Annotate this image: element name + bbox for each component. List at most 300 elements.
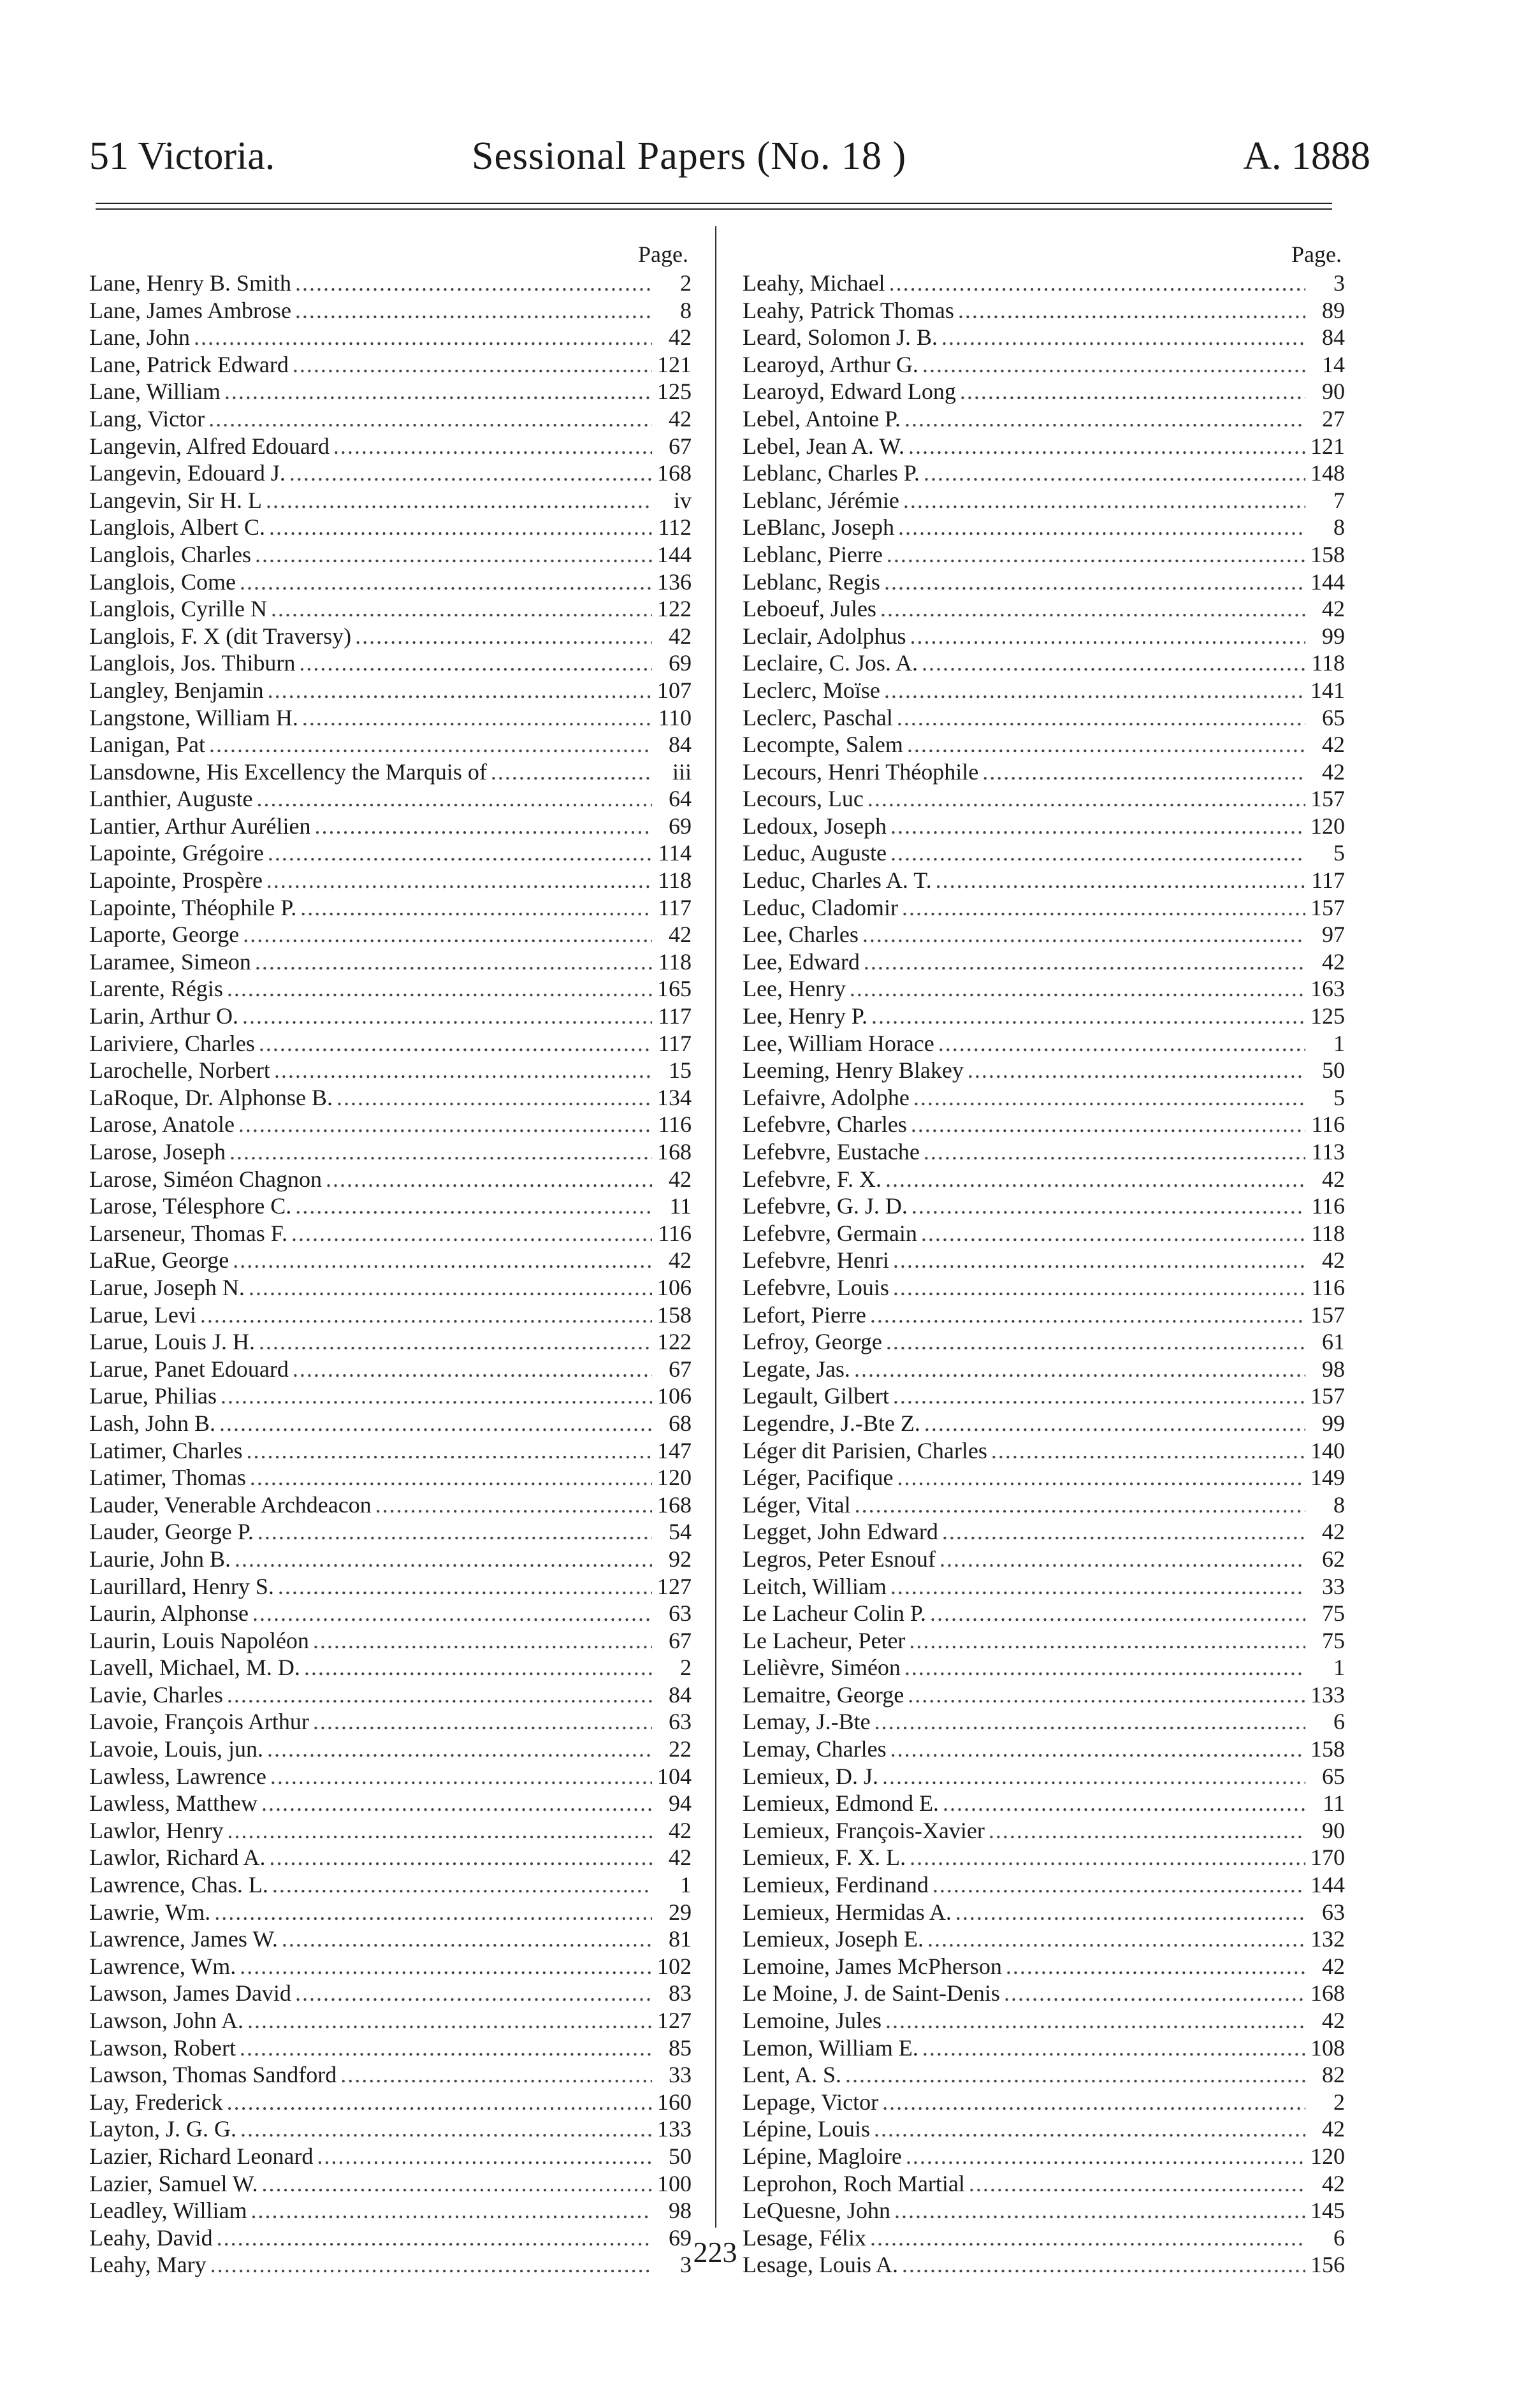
index-entry [743,785,1345,813]
entry-name: Laurillard, Henry S. [89,1573,274,1599]
index-entry [743,1546,1345,1573]
entry-name: Leahy, Michael [743,270,885,296]
index-entry [743,1464,1345,1491]
entry-page: 82 [1322,2062,1345,2088]
entry-page: 6 [1333,2224,1345,2251]
dot-leader [911,1193,1305,1220]
entry-name: Leduc, Cladomir [743,894,898,920]
dot-leader [882,1763,1305,1790]
entry-page: 54 [669,1519,692,1545]
index-entry [743,1410,1345,1437]
entry-name: Léger dit Parisien, Charles [743,1437,987,1463]
dot-leader [250,2197,652,2224]
entry-name: Lépine, Magloire [743,2143,902,2169]
index-entry [89,921,692,948]
dot-leader [259,1328,652,1356]
entry-name: Lemieux, Hermidas A. [743,1899,952,1925]
dot-leader [1004,1980,1305,2007]
entry-page: 136 [657,569,692,595]
index-entry [743,1057,1345,1084]
entry-page: 42 [1322,2170,1345,2196]
entry-page: 106 [657,1274,692,1300]
dot-leader [250,1464,652,1491]
entry-page: 5 [1333,1084,1345,1110]
index-entry [89,1437,692,1465]
dot-leader [313,1627,652,1655]
header-year: A. 1888 [1243,134,1370,178]
entry-name: Lefaivre, Adolphe [743,1084,910,1110]
index-entry [743,351,1345,379]
dot-leader [291,1220,652,1247]
entry-name: Lawrence, James W. [89,1926,278,1952]
dot-leader [295,1980,652,2007]
entry-name: Larose, Télesphore C. [89,1193,292,1219]
entry-name: Lauder, Venerable Archdeacon [89,1491,372,1518]
index-entry [89,1627,692,1655]
index-entry [743,595,1345,623]
entry-name: Langlois, Cyrille N [89,596,267,622]
index-entry [89,704,692,732]
dot-leader [266,487,652,514]
entry-name: Lawson, John A. [89,2008,243,2033]
entry-name: Larente, Régis [89,976,223,1002]
index-entry [89,487,692,514]
entry-page: 118 [658,948,692,975]
entry-page: 116 [658,1112,692,1138]
entry-name: Lent, A. S. [743,2062,842,2088]
dot-leader [924,460,1305,487]
dot-leader [238,1111,652,1138]
entry-page: 67 [669,433,692,459]
entry-page: 69 [669,650,692,676]
dot-leader [867,785,1305,813]
dot-leader [921,1220,1305,1247]
entry-name: Lesage, Louis A. [743,2252,898,2278]
dot-leader [855,1491,1305,1519]
index-entry [89,1980,692,2007]
index-entry [89,1003,692,1030]
entry-name: Legget, John Edward [743,1519,938,1545]
entry-name: Langlois, Come [89,569,236,595]
entry-name: Lee, Edward [743,948,860,975]
index-entry [743,1871,1345,1899]
dot-leader [314,813,652,840]
entry-name: Lawrie, Wm. [89,1899,211,1925]
dot-leader [893,1247,1305,1274]
entry-page: 132 [1310,1926,1345,1952]
dot-leader [884,569,1305,596]
entry-page: 134 [657,1084,692,1110]
entry-page: 160 [657,2089,692,2115]
entry-name: Leblanc, Charles P. [743,460,920,486]
entry-name: Lee, Henry [743,976,846,1002]
dot-leader [968,1057,1305,1084]
dot-leader [989,1817,1305,1845]
entry-page: 141 [1310,677,1345,703]
index-entry [89,270,692,297]
dot-leader [893,1382,1305,1410]
entry-page: 1 [1333,1030,1345,1056]
index-entry [89,460,692,487]
entry-name: Lemieux, F. X. L. [743,1845,906,1871]
entry-name: Lazier, Samuel W. [89,2170,258,2196]
index-entry [89,649,692,677]
entry-page: 94 [669,1790,692,1817]
dot-leader [257,785,653,813]
dot-leader [910,623,1306,650]
entry-name: Leitch, William [743,1573,887,1599]
entry-name: Lavoie, Louis, jun. [89,1736,263,1762]
dot-leader [268,677,652,704]
entry-page: 168 [1310,1980,1345,2006]
entry-page: 8 [680,297,692,323]
entry-name: Lemay, J.-Bte [743,1709,871,1735]
index-entry [743,1491,1345,1519]
dot-leader [278,1573,652,1600]
dot-leader [252,1600,652,1627]
entry-page: 110 [658,704,692,730]
entry-page: 158 [1310,541,1345,567]
dot-leader [255,541,652,569]
index-entry [743,324,1345,351]
dot-leader [850,975,1305,1003]
index-entry [89,1382,692,1410]
index-entry [89,2224,692,2252]
dot-leader [958,297,1305,324]
index-entry [89,324,692,351]
entry-list-left [89,270,692,2279]
entry-page: 98 [1322,1356,1345,1382]
index-entry [743,894,1345,922]
entry-page: 165 [657,976,692,1002]
dot-leader [890,1573,1305,1600]
entry-name: Lawless, Lawrence [89,1763,266,1789]
index-entry [743,1084,1345,1112]
entry-name: Lecours, Henri Théophile [743,758,979,785]
index-entry [89,514,692,541]
dot-leader [938,1030,1305,1057]
dot-leader [864,948,1305,976]
page-column-label: Page. [1291,242,1342,267]
entry-page: 121 [657,351,692,377]
dot-leader [293,351,652,379]
entry-name: Leclerc, Moïse [743,677,880,703]
dot-leader [922,351,1305,379]
entry-name: Learoyd, Arthur G. [743,351,918,377]
dot-leader [890,813,1305,840]
entry-name: LeQuesne, John [743,2198,890,2224]
entry-page: 127 [657,1573,692,1599]
dot-leader [299,649,652,677]
index-entry [743,1736,1345,1763]
index-entry [743,1763,1345,1790]
index-entry [743,677,1345,704]
entry-page: 133 [1310,1681,1345,1708]
entry-name: Leprohon, Roch Martial [743,2170,965,2196]
dot-leader [897,1464,1305,1491]
entry-name: Lefebvre, Louis [743,1274,889,1300]
dot-leader [295,270,652,297]
header-rule-top [96,203,1332,204]
index-entry [89,1193,692,1220]
index-entry [89,569,692,596]
dot-leader [924,1410,1305,1437]
entry-page: 27 [1322,405,1345,432]
dot-leader [304,1654,652,1681]
index-entry [89,1708,692,1736]
dot-leader [255,948,652,976]
entry-page: 42 [1322,2008,1345,2033]
index-entry [743,1382,1345,1410]
entry-page: 15 [669,1057,692,1084]
index-entry [89,1274,692,1302]
index-entry [89,2034,692,2062]
dot-leader [227,1681,652,1709]
entry-page: 107 [657,677,692,703]
entry-page: 120 [1310,813,1345,839]
index-entry [89,1681,692,1709]
entry-page: 97 [1322,922,1345,948]
index-entry [743,1627,1345,1655]
index-entry [89,2115,692,2143]
index-entry [743,378,1345,405]
dot-leader [880,595,1305,623]
entry-name: Lemaitre, George [743,1681,904,1708]
index-entry [89,2143,692,2170]
index-entry [89,1328,692,1356]
dot-leader [282,1926,652,1953]
index-entry [743,1654,1345,1681]
index-entry [89,813,692,840]
index-entry [743,2034,1345,2062]
entry-page: 84 [669,1681,692,1708]
entry-page: 65 [1322,704,1345,730]
index-entry [743,1437,1345,1465]
entry-name: Leadley, William [89,2198,247,2224]
entry-page: 3 [1333,270,1345,296]
dot-leader [887,541,1305,569]
dot-leader [854,1356,1305,1383]
index-entry [89,1871,692,1899]
dot-leader [882,2089,1305,2116]
page-column-label: Page. [638,242,688,267]
dot-leader [261,1790,652,1817]
index-entry [743,1003,1345,1030]
entry-page: 90 [1322,1817,1345,1843]
dot-leader [317,2143,652,2170]
index-entry [89,2197,692,2224]
entry-name: Lebel, Jean A. W. [743,433,904,459]
dot-leader [219,1410,652,1437]
entry-page: 33 [1322,1573,1345,1599]
index-entry [89,1573,692,1600]
entry-name: Laurin, Alphonse [89,1600,249,1627]
entry-page: 168 [657,460,692,486]
entry-page: 158 [1310,1736,1345,1762]
dot-leader [227,1817,652,1845]
entry-name: Lane, Henry B. Smith [89,270,291,296]
index-entry [743,2251,1345,2279]
index-entry [89,351,692,379]
entry-name: Lanthier, Auguste [89,786,253,812]
index-entry [743,2197,1345,2224]
entry-page: 157 [1310,1383,1345,1409]
entry-name: Lemieux, D. J. [743,1763,878,1789]
entry-name: Lee, Charles [743,922,859,948]
entry-page: 67 [669,1356,692,1382]
entry-name: Lauder, George P. [89,1519,254,1545]
header-session: 51 Victoria. [89,134,275,178]
entry-name: Latimer, Thomas [89,1465,246,1491]
entry-name: Larue, Panet Edouard [89,1356,289,1382]
index-column-right [743,239,1345,2279]
entry-name: Lemoine, Jules [743,2008,882,2033]
entry-page: 69 [669,2224,692,2251]
dot-leader [898,514,1305,541]
entry-name: Lemon, William E. [743,2034,918,2061]
entry-page: 8 [1333,514,1345,540]
index-entry [89,1138,692,1166]
dot-leader [270,1763,652,1790]
index-entry [743,487,1345,514]
entry-name: Lane, Patrick Edward [89,351,289,377]
dot-leader [214,1899,652,1926]
entry-name: Langevin, Sir H. L [89,487,262,513]
entry-page: 42 [1322,2116,1345,2142]
entry-name: Lépine, Louis [743,2116,870,2142]
entry-name: Lemoine, James McPherson [743,1953,1002,1979]
index-entry [743,975,1345,1003]
entry-name: Lefebvre, Germain [743,1220,917,1246]
entry-page: 145 [1310,2198,1345,2224]
entry-page: 106 [657,1383,692,1409]
entry-page: 42 [669,1845,692,1871]
index-entry [743,2143,1345,2170]
index-entry [743,2089,1345,2116]
entry-name: Larochelle, Norbert [89,1057,270,1084]
entry-page: 118 [658,867,692,894]
dot-leader [904,1654,1305,1681]
dot-leader [908,1681,1305,1709]
index-entry [89,948,692,976]
dot-leader [227,975,652,1003]
entry-page: 170 [1310,1845,1345,1871]
entry-name: Leclair, Adolphus [743,623,906,649]
entry-name: Lansdowne, His Excellency the Marquis of [89,758,487,785]
entry-page: 125 [657,379,692,405]
entry-name: Latimer, Charles [89,1437,243,1463]
entry-name: Langlois, Jos. Thiburn [89,650,296,676]
index-entry [89,1953,692,1980]
entry-page: 127 [657,2008,692,2033]
dot-leader [271,595,652,623]
index-entry [743,1817,1345,1845]
index-entry [743,2115,1345,2143]
entry-page: 98 [669,2198,692,2224]
index-entry [743,433,1345,460]
index-entry [89,1899,692,1926]
index-entry [743,460,1345,487]
index-entry [89,1057,692,1084]
entry-name: Leduc, Charles A. T. [743,867,932,894]
entry-name: LaRoque, Dr. Alphonse B. [89,1084,333,1110]
entry-name: Langstone, William H. [89,704,298,730]
entry-page: 117 [658,1003,692,1029]
entry-page: 42 [1322,732,1345,758]
entry-page: 2 [1333,2089,1345,2115]
dot-leader [209,731,652,758]
index-entry [89,1654,692,1681]
entry-name: Léger, Pacifique [743,1465,894,1491]
entry-name: Lemieux, François-Xavier [743,1817,985,1843]
entry-name: Lepage, Victor [743,2089,879,2115]
dot-leader [862,921,1305,948]
index-entry [743,623,1345,650]
dot-leader [208,405,652,433]
entry-name: Lash, John B. [89,1410,215,1436]
dot-leader [886,1328,1305,1356]
dot-leader [870,1302,1305,1329]
entry-page: 114 [658,840,692,866]
entry-name: Ledoux, Joseph [743,813,887,839]
entry-name: Lecompte, Salem [743,732,903,758]
entry-name: Larseneur, Thomas F. [89,1220,287,1246]
entry-page: 42 [1322,596,1345,622]
dot-leader [909,1627,1305,1655]
index-entry [743,1274,1345,1302]
entry-name: Langevin, Edouard J. [89,460,286,486]
dot-leader [491,758,652,786]
index-entry [743,2061,1345,2089]
entry-name: Lazier, Richard Leonard [89,2143,314,2169]
entry-page: 156 [1310,2252,1345,2278]
entry-name: Legros, Peter Esnouf [743,1546,936,1572]
dot-leader [235,1546,652,1573]
index-entry [89,1736,692,1763]
entry-page: 121 [1310,433,1345,459]
dot-leader [943,1790,1305,1817]
index-entry [89,2089,692,2116]
index-entry [743,2007,1345,2034]
entry-name: Lemieux, Joseph E. [743,1926,924,1952]
entry-page: 149 [1310,1465,1345,1491]
dot-leader [893,1274,1305,1302]
entry-page: 122 [657,1329,692,1355]
entry-page: 158 [657,1302,692,1328]
entry-name: Lemay, Charles [743,1736,887,1762]
dot-leader [295,297,652,324]
entry-name: Larue, Louis J. H. [89,1329,255,1355]
index-entry [89,405,692,433]
dot-leader [936,867,1305,894]
entry-name: Laurie, John B. [89,1546,231,1572]
index-entry [743,1790,1345,1817]
index-entry [89,378,692,405]
entry-page: 67 [669,1627,692,1653]
header-title: Sessional Papers (No. 18 ) [472,134,907,178]
index-entry [89,1763,692,1790]
dot-leader [922,2034,1305,2062]
dot-leader [874,1708,1305,1736]
index-entry [89,894,692,922]
entry-name: Lebel, Antoine P. [743,405,901,432]
dot-leader [913,1084,1305,1112]
index-entry [89,785,692,813]
index-entry [89,1030,692,1057]
entry-name: Lapointe, Prospère [89,867,263,894]
entry-name: Lee, Henry P. [743,1003,867,1029]
dot-leader [955,1899,1305,1926]
